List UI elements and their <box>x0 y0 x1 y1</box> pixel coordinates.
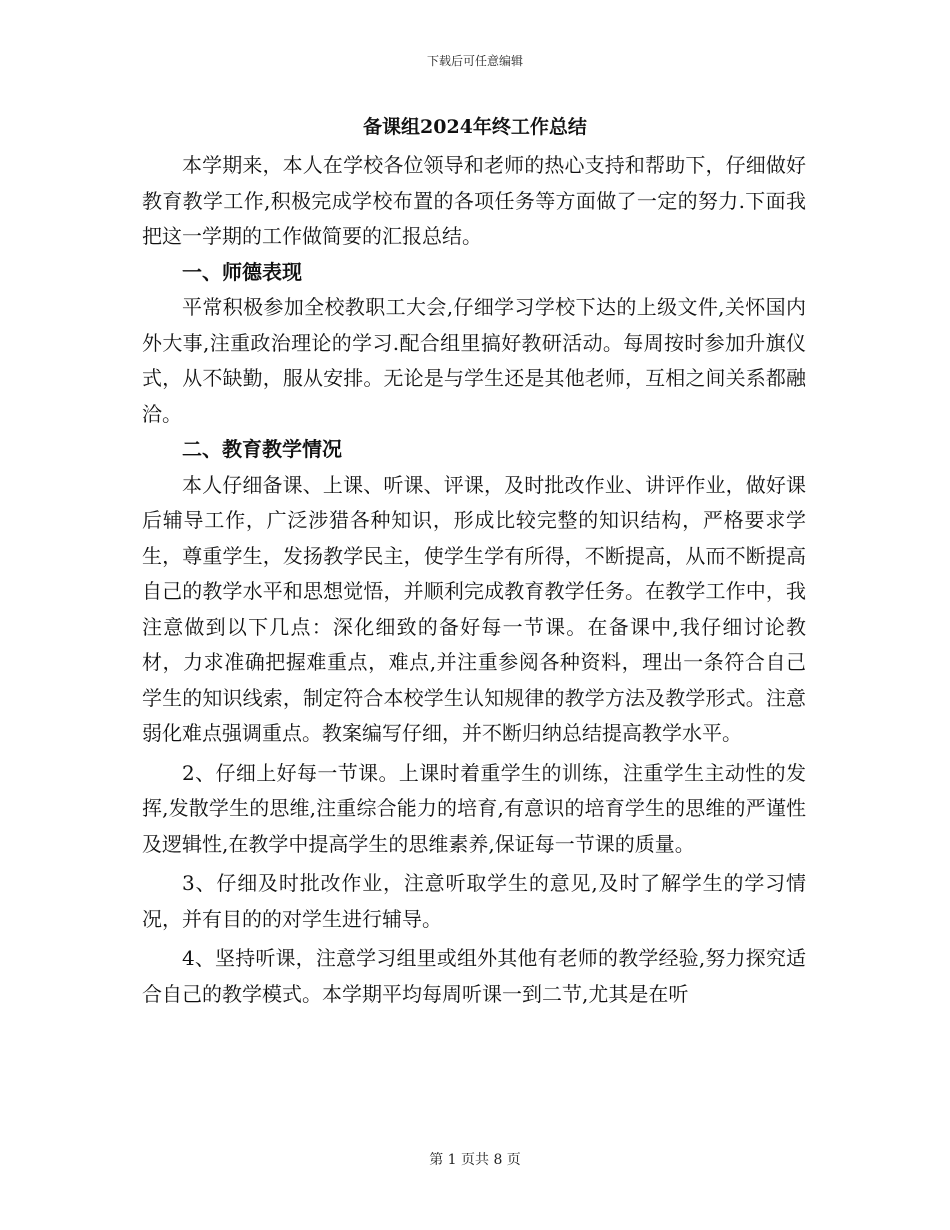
point-2-paragraph: 2、仔细上好每一节课。上课时着重学生的训练，注重学生主动性的发挥,发散学生的思维,注重综合能力的培育,有意识的培育学生的思维的严谨性及逻辑性,在教学中提高学生的思维素养,保证每一节课的质量。 <box>142 760 806 856</box>
intro-paragraph: 本学期来，本人在学校各位领导和老师的热心支持和帮助下，仔细做好教育教学工作,积极完成学校布置的各项任务等方面做了一定的努力.下面我把这一学期的工作做简要的汇报总结。 <box>142 153 806 248</box>
section-heading-ethics: 一、师德表现 <box>182 259 302 284</box>
teaching-paragraph: 本人仔细备课、上课、听课、评课，及时批改作业、讲评作业，做好课后辅导工作，广泛涉猎各种知识，形成比较完整的知识结构，严格要求学生，尊重学生，发扬教学民主，使学生学有所得，不断提高，从而不断提高自己的教学水平和思想觉悟，并顺利完成教育教学任务。在教学工作中，我注意做到以下几点：深化细致的备好每一节课。在备课中,我仔细讨论教材，力求准确把握难重点，难点,并注重参阅各种资料，理出一条符合自己学生的知识线索，制定符合本校学生认知规律的教学方法及教学形式。注意弱化难点强调重点。教案编写仔细，并不断归纳总结提高教学水平。 <box>142 472 806 745</box>
header-note: 下载后可任意编辑 <box>426 54 523 68</box>
document-body <box>142 148 806 1012</box>
document-title: 备课组2024年终工作总结 <box>363 116 587 138</box>
page-number: 第 1 页共 8 页 <box>429 1152 521 1168</box>
point-3-paragraph: 3、仔细及时批改作业，注意听取学生的意见,及时了解学生的学习情况，并有目的的对学生进行辅导。 <box>142 871 806 931</box>
section-heading-teaching: 二、教育教学情况 <box>182 437 342 461</box>
point-4-paragraph: 4、坚持听课，注意学习组里或组外其他有老师的教学经验,努力探究适合自己的教学模式。本学期平均每周听课一到二节,尤其是在听 <box>142 946 806 1006</box>
ethics-paragraph: 平常积极参加全校教职工大会,仔细学习学校下达的上级文件,关怀国内外大事,注重政治理论的学习.配合组里搞好教研活动。每周按时参加升旗仪式，从不缺勤，服从安排。无论是与学生还是其他老师，互相之间关系都融洽。 <box>142 295 806 426</box>
